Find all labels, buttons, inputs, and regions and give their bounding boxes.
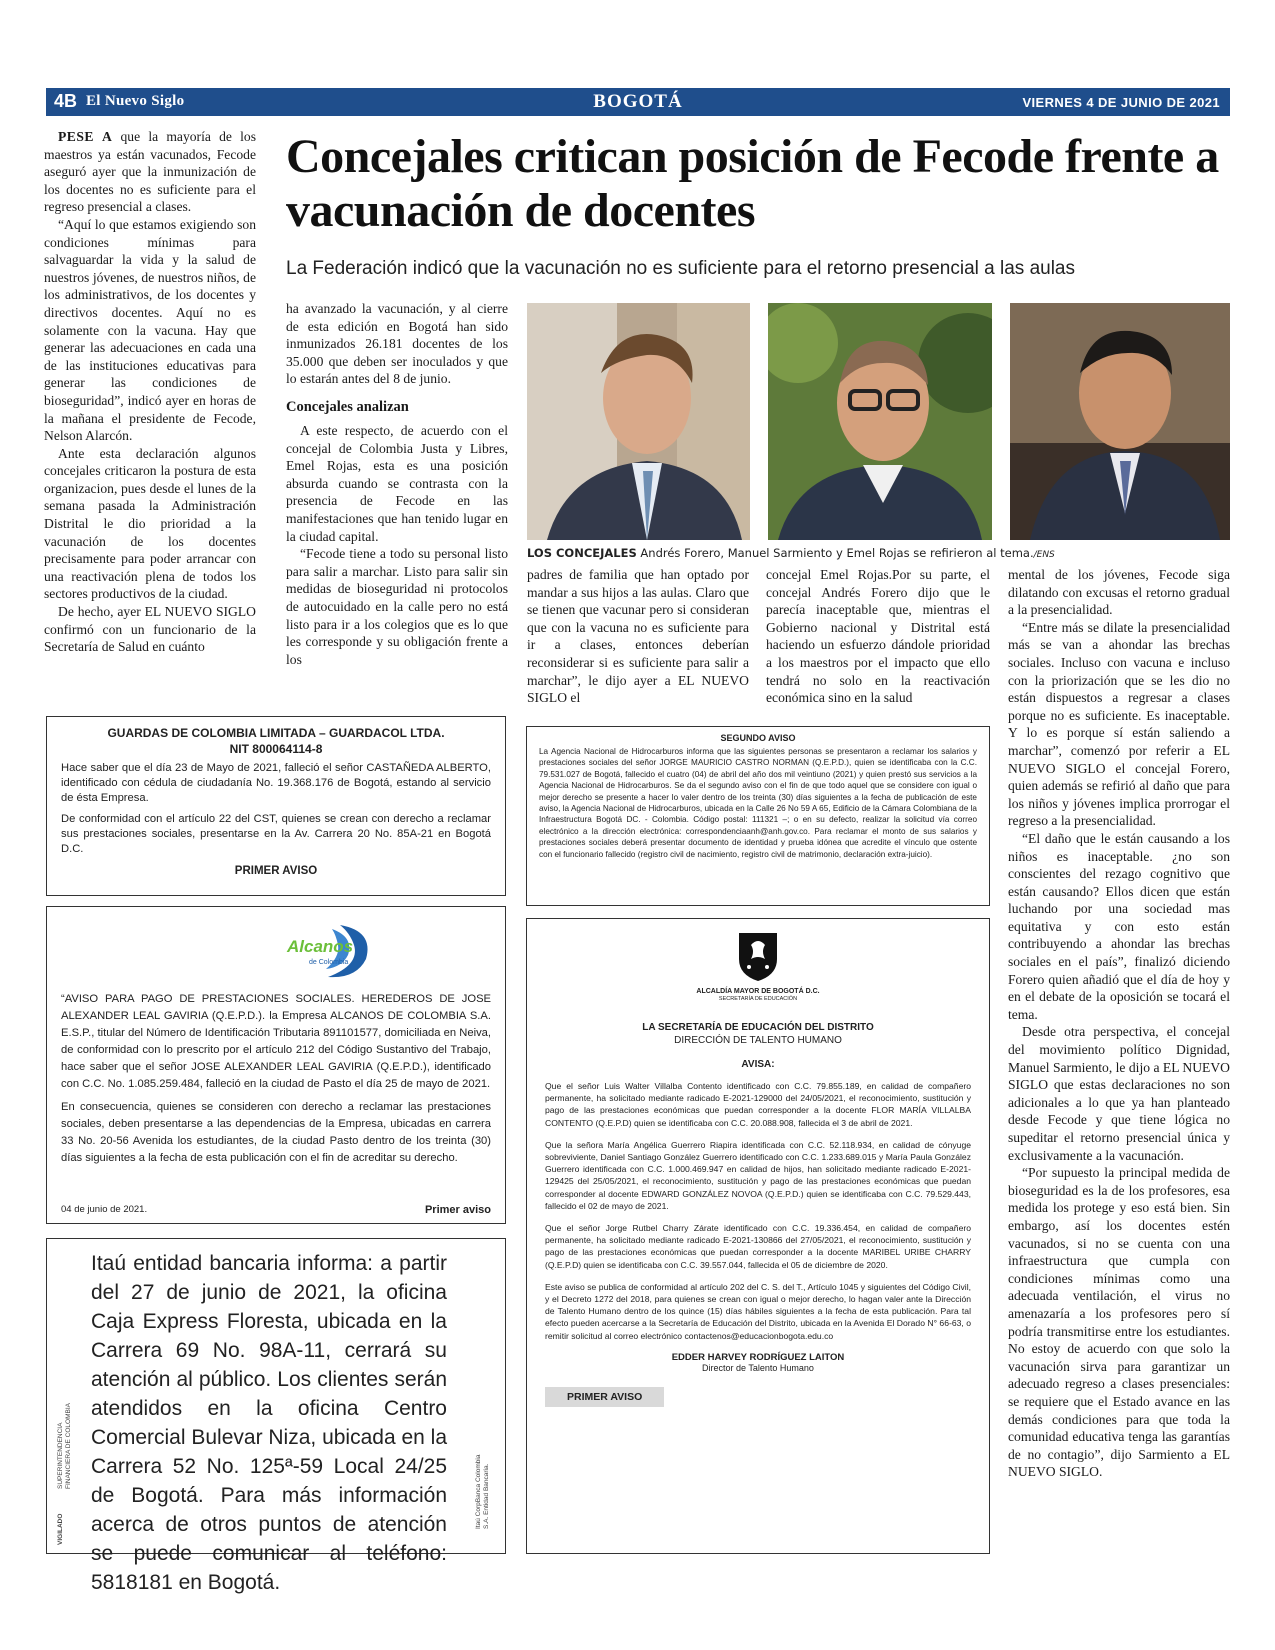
vigilado-label: VIGILADO <box>57 1513 64 1545</box>
article-column-3 <box>527 566 749 707</box>
notice-itau <box>46 1238 506 1594</box>
notice-alcanos <box>46 906 506 1224</box>
section-name: BOGOTÁ <box>593 91 683 112</box>
notice-hidrocarburos <box>526 726 990 906</box>
notice-nit: NIT 800064114-8 <box>229 742 323 756</box>
paragraph: ha avanzado la vacunación, y al cierre de esta edición en Bogotá han sido inmunizados 26.181 docentes de los 35.000 que deben ser inoculados y que lo estarán antes del 8 de junio. <box>286 301 508 387</box>
paragraph: A este respecto, de acuerdo con el concejal de Colombia Justa y Libres, Emel Rojas, esta es una posición absurda cuando se contrasta con la presencia de Fecode en las manifestaciones que han tenido lugar en la ciudad capital. <box>286 422 508 544</box>
notice-footer: Primer aviso <box>424 1204 491 1216</box>
article-column-2 <box>286 300 508 668</box>
photo-manuel-sarmiento <box>768 303 992 540</box>
notice-paragraph: Que la señora María Angélica Guerrero Riapira identificada con C.C. 52.118.934, en calidad de cónyuge sobreviviente, Daniel Santiago González Guerrero identificado con C.C. 1.233.689.015 y María Paula González Guerrero identificada con C.C. 1.000.469.947 en calidad de hijos, han solicitado mediante radicado E-2021-129425 del 25/05/2021, el reconocimiento, sustitución y pago de las prestaciones económicas que puedan corresponder al docente EDWARD GONZÁLEZ NOVOA (Q.E.P.D.) quien se identificaba con C.C. 79.529.443, fallecido el 02 de mayo de 2021. <box>545 1139 971 1211</box>
article-lead: PESE A <box>58 129 113 144</box>
notice-title: SEGUNDO AVISO <box>720 733 796 743</box>
notice-aviso: AVISA: <box>741 1059 775 1070</box>
paragraph: padres de familia que han optado por mandar a sus hijos a las aulas. Claro que se tienen que vacunar pero si consideran que con la vacuna no es suficiente para ir a clases, entonces deberían reconsiderar si es suficiente para salir a marchar”, le dijo ayer a EL NUEVO SIGLO el <box>527 567 749 706</box>
paragraph: “Entre más se dilate la presencialidad más se van a ahondar las brechas sociales. Incluso con vacuna e incluso con la priorización que se les dio no están dispuestos a regresar a clases porque no es suficiente. Es inaceptable. Y lo es porque sí están saliendo a marchar”, comenzó por referir a EL NUEVO SIGLO el concejal Forero, quien además se refirió al daño que para los niños y jóvenes implica prorrogar el regreso a la presencialidad. <box>1008 619 1230 829</box>
notice-secretaria-educacion <box>526 918 990 1554</box>
alcaldia-logo: ALCALDÍA MAYOR DE BOGOTÁ D.C. SECRETARÍA DE EDUCACIÓN <box>545 929 971 1021</box>
paragraph: concejal Emel Rojas.Por su parte, el concejal Andrés Forero dijo que le parecía inaceptable que, mientras el Gobierno nacional y Distrital está haciendo un esfuerzo dándole prioridad a los maestros por el impacto que ello tendrá no solo en la reactivación económica sino en la salud <box>766 567 990 706</box>
notice-footer: PRIMER AVISO <box>545 1387 664 1407</box>
notice-paragraph: De conformidad con el artículo 22 del CST, quienes se crean con derecho a reclamar sus prestaciones sociales, presentarse en la Av. Carrera 20 No. 85A-21 en Bogotá D.C. <box>61 813 491 855</box>
notice-org: LA SECRETARÍA DE EDUCACIÓN DEL DISTRITO <box>642 1022 874 1033</box>
notice-title: GUARDAS DE COLOMBIA LIMITADA – GUARDACOL LTDA. <box>107 726 445 740</box>
notice-paragraph: En consecuencia, quienes se consideren con derecho a reclamar las prestaciones sociales, deben presentarse a las dependencias de la Empresa, ubicadas en carrera 33 No. 20-56 Avenida los estudiantes, de la ciudad Pasto dentro de los treinta (30) días siguientes a la fecha de esta publicación con el fin de acreditar su derecho. <box>61 1101 491 1164</box>
headline: Concejales critican posición de Fecode frente a vacunación de docentes <box>286 130 1219 237</box>
notice-signer: EDDER HARVEY RODRÍGUEZ LAITON <box>671 1351 845 1363</box>
notice-paragraph: Itaú entidad bancaria informa: a partir del 27 de junio de 2021, la oficina Caja Express Floresta, ubicada en la Carrera 69 No. 98A-11, cerrará su atención al público. Los clientes serán atendidos en la oficina Centro Comercial Bulevar Niza, ubicada en la Carrera 52 No. 125ª-59 Local 24/25 de Bogotá. Para más información acerca de otros puntos de atención se puede comunicar al teléfono: 5818181 en Bogotá. <box>91 1252 448 1594</box>
photo-andres-forero <box>527 303 750 540</box>
notice-paragraph: Que el señor Luis Walter Villalba Contento identificado con C.C. 79.855.189, en calidad de compañero permanente, ha solicitado mediante radicado E-2021-129000 del 24/05/2021, el reconocimiento, sustitución y pago de las prestaciones económicas que puedan corresponder a la docente FLOR MARÍA VILLALBA CONTENTO (Q.E.P.D) quien se identificaba con C.C. 20.088.908, fallecida el 3 de abril de 2021. <box>545 1081 971 1128</box>
paragraph: “Fecode tiene a todo su personal listo para salir a marchar. Listo para salir sin medidas de bioseguridad ni protocolos de autocuidado en la calle pero no está listo para ir a los colegios que es lo que les corresponde y su obligación frente a los <box>286 546 508 667</box>
superintendencia-label: SUPERINTENDENCIA FINANCIERA DE COLOMBIA <box>57 1403 72 1489</box>
paragraph: Ante esta declaración algunos concejales criticaron la postura de esta organizacion, pues desde el lunes de la semana pasada la Administración Distrital le dio prioridad a la vacunación de los docentes precisamente para poder arrancar con una reactivación plena de todos los sectores productivos de la ciudad. <box>44 445 256 602</box>
itau-legal-text: Itaú CorpBanca Colombia S.A. Entidad Bancaria. <box>475 1454 490 1529</box>
notice-paragraph: “AVISO PARA PAGO DE PRESTACIONES SOCIALES. HEREDEROS DE JOSE ALEXANDER LEAL GAVIRIA (Q.E.P.D.). la Empresa ALCANOS DE COLOMBIA S.A. E.S.P., titular del Número de Identificación Tributaria 891101577, domiciliada en Neiva, de conformidad con lo prescrito por el artículo 212 del Código Sustantivo del Trabajo, hace saber que el señor JOSE ALEXANDER LEAL GAVIRIA (Q.E.P.D.), identificado con C.C. No. 1.085.259.484, falleció en la ciudad de Pasto el día 25 de mayo de 2021. <box>61 993 491 1090</box>
notice-paragraph: Este aviso se publica de conformidad al artículo 202 del C. S. del T., Artículo 1045 y siguientes del Código Civil, y el Decreto 1272 del 2018, para quienes se crean con igual o mejor derecho, lo hagan valer ante la Dirección de Talento Humano dentro de los quince (15) días hábiles siguientes a la fecha de esta publicación. Para tal efecto pueden acercarse a la Secretaría de Educación del Distrito, ubicada en la Avenida El Dorado N° 66-63, o remitir solicitud al correo electrónico contactenos@educacionbogota.edu.co <box>545 1281 971 1341</box>
photo-caption: LOS CONCEJALES Andrés Forero, Manuel Sarmiento y Emel Rojas se refirieron al tema./ENS <box>527 546 1055 560</box>
notice-guardacol <box>46 716 506 896</box>
article-column-4 <box>766 566 990 707</box>
notice-paragraph: La Agencia Nacional de Hidrocarburos informa que las siguientes personas se presentaron a reclamar los salarios y prestaciones sociales del señor JORGE MAURICIO CASTRO NORMAN (Q.E.P.D.), quien se identificaba con la C.C. 79.531.027 de Bogotá, fallecido el cuatro (04) de abril del año dos mil veintiuno (2021) y quien prestó sus servicios a la Agencia Nacional de Hidrocarburos. Se da el segundo aviso con el fin de que todo aquel que se considere con igual o mejor derecho se presente a hacer lo valer dentro de los treinta (30) días siguientes a la fecha de publicación de este aviso, la Agencia Nacional de Hidrocarburos, ubicada en la Calle 26 No 59 A 65, Edificio de la Cámara Colombiana de la Infraestructura Bogotá DC. - Colombia. Código postal: 111321 –; o en su defecto, realizar la solicitud vía correo electrónico a la dirección electrónica: correspondenciaanh@anh.gov.co. Para reclamar el monto de sus salarios y prestaciones sociales deberá presentar documento de identidad y prueba idónea que acredite el vínculo que ostente con el funcionario fallecido (registro civil de nacimiento, registro civil de matrimonio, declaración extra-juicio). <box>539 747 977 859</box>
article-column-5 <box>1008 566 1230 1481</box>
bogota-shield-icon <box>735 929 781 983</box>
notice-paragraph: Hace saber que el día 23 de Mayo de 2021, falleció el señor CASTAÑEDA ALBERTO, identificado con cédula de ciudadanía No. 19.368.176 de Bogotá, estando al servicio de ésta Empresa. <box>61 762 491 804</box>
alcanos-logo: Alcanos de Colombia <box>61 915 491 985</box>
photo-emel-rojas <box>1010 303 1230 540</box>
article-column-1: PESE A que la mayoría de los maestros ya están vacunados, Fecode aseguró ayer que la inmunización de los docentes no es suficiente para el regreso presencial a clases. “Aquí lo que estamos exigiendo son condiciones mínimas para salvaguardar la vida y la salud de nuestros jóvenes, de nuestros niños, de los administrativos, de los docentes y directivos docentes. Aquí no es solamente con la vacuna. Hay que generar las adecuaciones en cada una de las instituciones educativas para generar las condiciones de bioseguridad”, indicó ayer en horas de la mañana el presidente de Fecode, Nelson Alarcón. Ante esta declaración algunos concejales criticaron la postura de esta organizacion, pues desde el lunes de la semana pasada la Administración Distrital le dio prioridad a la vacunación de los docentes precisamente para poder arrancar con una reactivación plena de todos los sectores productivos de la ciudad. De hecho, ayer EL NUEVO SIGLO confirmó con un funcionario de la Secretaría de Salud en cuánto <box>44 129 256 655</box>
notice-date: 04 de junio de 2021. <box>61 1204 148 1215</box>
notice-dept: DIRECCIÓN DE TALENTO HUMANO <box>674 1035 842 1046</box>
notice-signer-title: Director de Talento Humano <box>702 1362 814 1373</box>
newspaper-name: El Nuevo Siglo <box>86 93 185 109</box>
section-header-bar <box>46 88 1230 116</box>
paragraph: “Aquí lo que estamos exigiendo son condiciones mínimas para salvaguardar la vida y la salud de nuestros jóvenes, de nuestros niños, de los administrativos, de los docentes y directivos docentes. Aquí no es solamente con la vacuna. Hay que generar las adecuaciones en cada una de las instituciones educativas para generar las condiciones de bioseguridad”, indicó ayer en horas de la mañana el presidente de Fecode, Nelson Alarcón. <box>44 216 256 444</box>
issue-date: VIERNES 4 DE JUNIO DE 2021 <box>1022 95 1220 110</box>
subheading: Concejales analizan <box>286 398 409 415</box>
notice-paragraph: Que el señor Jorge Rutbel Charry Zárate identificado con C.C. 19.336.454, en calidad de compañero permanente, ha solicitado mediante radicado E-2021-130866 del 27/05/2021, el reconocimiento, sustitución y pago de las prestaciones económicas que puedan corresponder a la docente MARIBEL URIBE CHARRY (Q.E.P.D) quien se identificaba con C.C. 39.557.044, fallecida el 05 de diciembre de 2020. <box>545 1223 971 1270</box>
deck: La Federación indicó que la vacunación no es suficiente para el retorno presencial a las aulas <box>286 258 1075 279</box>
paragraph: De hecho, ayer EL NUEVO SIGLO confirmó con un funcionario de la Secretaría de Salud en cuánto <box>44 604 256 655</box>
paragraph: Desde otra perspectiva, el concejal del movimiento político Dignidad, Manuel Sarmiento, le dijo a EL NUEVO SIGLO que estas declaraciones no son adicionales a lo que ya han planteado desde Fecode y que tiene lógica no supeditar el retorno presencial única y exclusivamente a la vacunación. <box>1008 1024 1230 1163</box>
paragraph: “Por supuesto la principal medida de bioseguridad es la de los profesores, esa medida los protege y eso está bien. Sin embargo, así los docentes estén vacunados, si no se cuenta con una infraestructura que cumpla con condiciones mínimas como una adecuada ventilación, el virus no amenazaría a los profesores pero sí podría transmitirse entre los estudiantes. No estoy de acuerdo con que solo la vacunación sirva para garantizar un adecuado regreso a clases presenciales: se requiere que el Estado avance en las demás condiciones para que toda la comunidad educativa tenga las garantías de no contagio”, dijo Sarmiento a EL NUEVO SIGLO. <box>1008 1165 1230 1480</box>
paragraph: mental de los jóvenes, Fecode siga dilatando con excusas el retorno gradual a la presencialidad. <box>1008 567 1230 618</box>
page-number: 4B <box>54 91 78 111</box>
notice-footer: PRIMER AVISO <box>234 865 318 877</box>
paragraph: “El daño que le están causando a los niños es inaceptable. ¿no son conscientes del rezago cognitivo que están causando? Ellos dicen que están luchando por una sociedad mas equitativa y con esto están contribuyendo a ahondar las brechas sociales en el país”, finalizó diciendo Forero quien añadió que el día de hoy y en el debate de la oposición se tocará el tema. <box>1008 830 1230 1022</box>
